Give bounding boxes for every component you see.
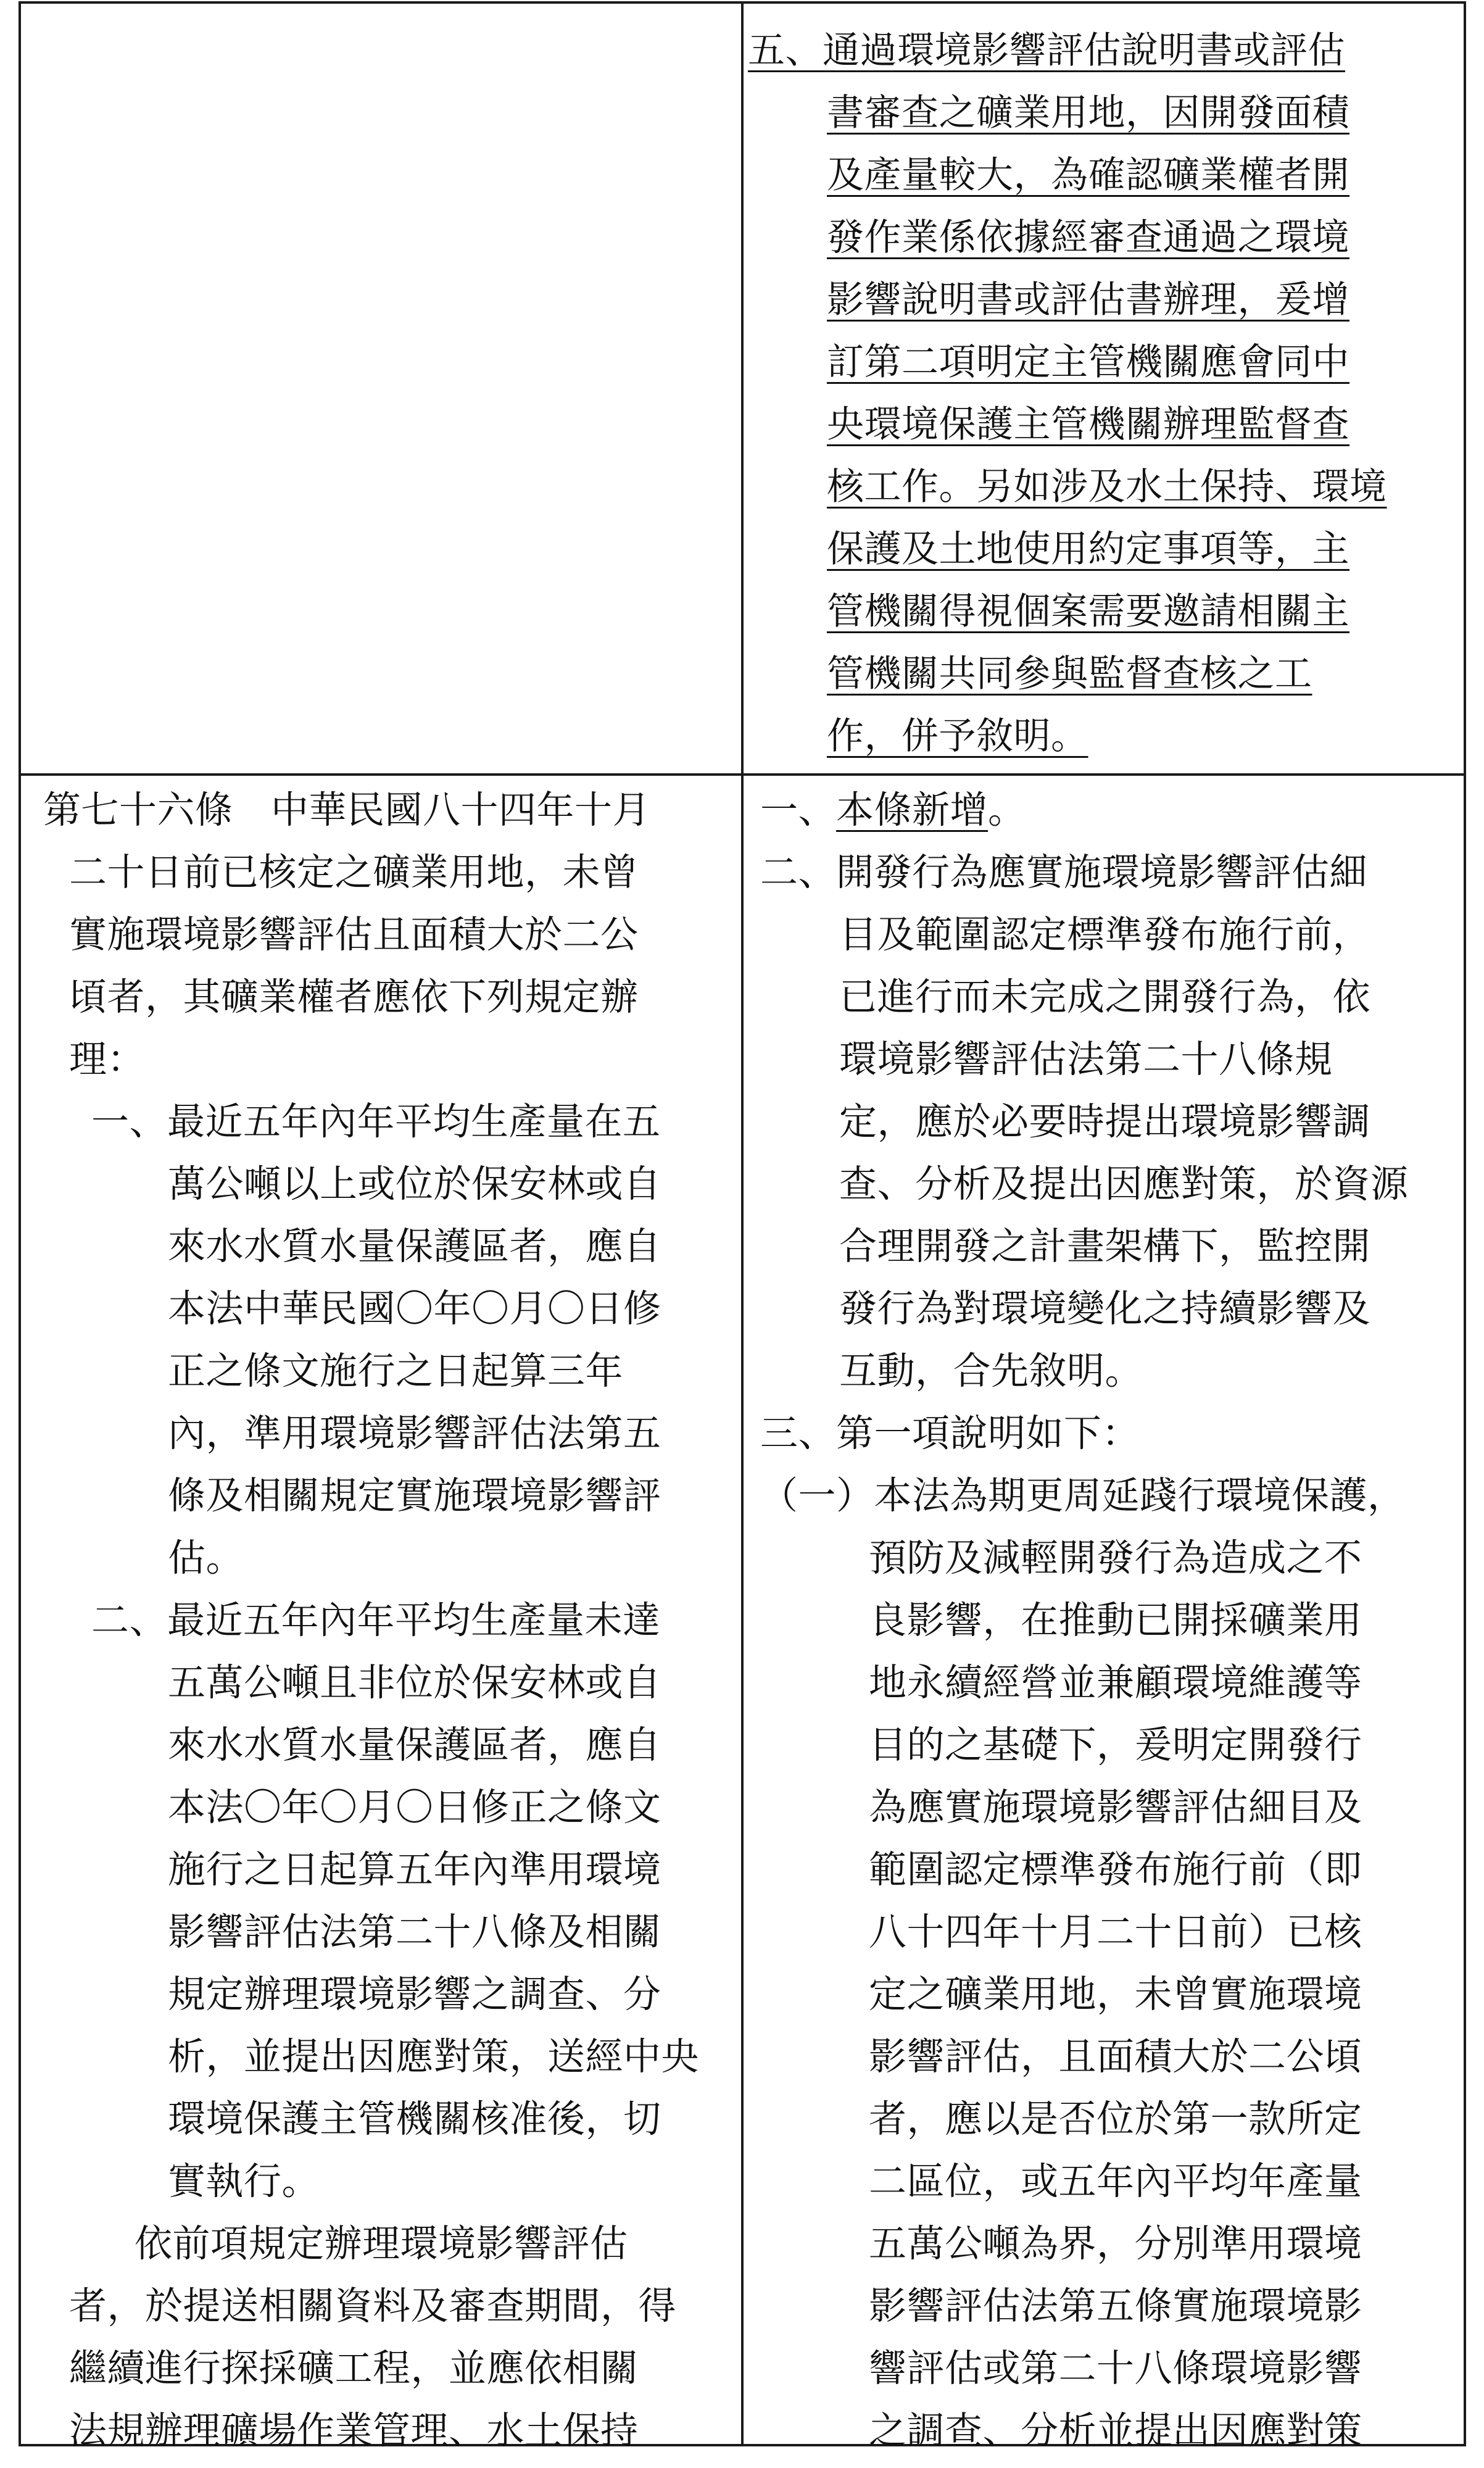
text-line: 目的之基礎下，爰明定開發行 bbox=[869, 1723, 1362, 1767]
text-line: 法規辦理礦場作業管理、水土保持 bbox=[69, 2409, 639, 2453]
text-line: 作，併予敘明。 bbox=[827, 715, 1088, 758]
text-line: 影響說明書或評估書辦理，爰增 bbox=[827, 278, 1349, 322]
text-line: 核工作。另如涉及水土保持、環境 bbox=[827, 465, 1387, 509]
text-line: 條及相關規定實施環境影響評 bbox=[168, 1474, 661, 1518]
text-line: 發作業係依據經審查通過之環境 bbox=[827, 216, 1349, 259]
text-line: 互動，合先敘明。 bbox=[839, 1349, 1143, 1393]
column-divider bbox=[741, 1, 744, 2446]
text-line: 理： bbox=[69, 1037, 146, 1081]
text-line: 二、開發行為應實施環境影響評估細 bbox=[760, 850, 1368, 894]
text-line: 影響評估法第五條實施環境影 bbox=[869, 2284, 1362, 2328]
text-line: （一）本法為期更周延踐行環境保護， bbox=[760, 1474, 1406, 1518]
text-line: 查、分析及提出因應對策，於資源 bbox=[839, 1162, 1409, 1206]
text-line: 合理開發之計畫架構下，監控開 bbox=[839, 1224, 1371, 1268]
text-line: 內，準用環境影響評估法第五 bbox=[168, 1411, 661, 1455]
text-line: 範圍認定標準發布施行前（即 bbox=[869, 1848, 1362, 1892]
text-line: 析，並提出因應對策，送經中央 bbox=[168, 2035, 700, 2079]
text-line: 之調查、分析並提出因應對策 bbox=[869, 2409, 1362, 2453]
text-line: 二、最近五年內年平均生產量未達 bbox=[91, 1598, 661, 1642]
text-line: 來水水質水量保護區者，應自 bbox=[168, 1723, 661, 1767]
text-line: 本法〇年〇月〇日修正之條文 bbox=[168, 1785, 661, 1829]
text-line: 良影響，在推動已開採礦業用 bbox=[869, 1598, 1362, 1642]
text-line: 八十四年十月二十日前）已核 bbox=[869, 1910, 1362, 1954]
text-line: 定之礦業用地，未曾實施環境 bbox=[869, 1972, 1362, 2016]
text-line: 萬公噸以上或位於保安林或自 bbox=[168, 1162, 661, 1206]
text-line: 預防及減輕開發行為造成之不 bbox=[869, 1536, 1362, 1580]
text-line: 管機關共同參與監督查核之工 bbox=[827, 652, 1312, 696]
text-line: 影響評估，且面積大於二公頃 bbox=[869, 2035, 1362, 2079]
text-line: 實執行。 bbox=[168, 2159, 320, 2203]
article-heading-line: 第七十六條 中華民國八十四年十月 bbox=[43, 788, 651, 832]
text-line: 目及範圍認定標準發布施行前， bbox=[839, 913, 1371, 957]
text-line: 實施環境影響評估且面積大於二公 bbox=[69, 913, 639, 957]
text-line: 一、本條新增。 bbox=[760, 788, 1026, 832]
article-76-text-cell bbox=[43, 779, 734, 2462]
text-line: 影響評估法第二十八條及相關 bbox=[168, 1910, 661, 1954]
text-line: 為應實施環境影響評估細目及 bbox=[869, 1785, 1362, 1829]
text-line: 定，應於必要時提出環境影響調 bbox=[839, 1100, 1371, 1144]
bottom-right-explanation-cell bbox=[760, 779, 1457, 2462]
text-line: 五、通過環境影響評估說明書或評估 bbox=[748, 29, 1345, 72]
text-line: 保護及土地使用約定事項等，主 bbox=[827, 528, 1349, 571]
new-article-note: 本條新增 bbox=[836, 788, 989, 832]
text-line: 正之條文施行之日起算三年 bbox=[168, 1349, 624, 1393]
text-line: 管機關得視個案需要邀請相關主 bbox=[827, 590, 1349, 633]
text-line: 二十日前已核定之礦業用地，未曾 bbox=[69, 850, 639, 894]
text-line: 央環境保護主管機關辦理監督查 bbox=[827, 403, 1349, 446]
text-line: 二區位，或五年內平均年產量 bbox=[869, 2159, 1362, 2203]
text-line: 及產量較大，為確認礦業權者開 bbox=[827, 154, 1349, 197]
text-line: 響評估或第二十八條環境影響 bbox=[869, 2346, 1362, 2390]
text-line: 書審查之礦業用地，因開發面積 bbox=[827, 91, 1349, 135]
text-line: 地永續經營並兼顧環境維護等 bbox=[869, 1661, 1362, 1705]
text-line: 環境影響評估法第二十八條規 bbox=[839, 1037, 1333, 1081]
text-line: 規定辦理環境影響之調查、分 bbox=[168, 1972, 661, 2016]
text-line: 訂第二項明定主管機關應會同中 bbox=[827, 341, 1349, 384]
text-line: 環境保護主管機關核准後，切 bbox=[168, 2097, 661, 2141]
text-line: 者，應以是否位於第一款所定 bbox=[869, 2097, 1362, 2141]
text-line: 一、最近五年內年平均生產量在五 bbox=[91, 1100, 661, 1144]
text-line: 者，於提送相關資料及審查期間，得 bbox=[69, 2284, 677, 2328]
text-line: 頃者，其礦業權者應依下列規定辦 bbox=[69, 975, 639, 1019]
text-line: 施行之日起算五年內準用環境 bbox=[168, 1848, 661, 1892]
text-line: 來水水質水量保護區者，應自 bbox=[168, 1224, 661, 1268]
text-line: 五萬公噸為界，分別準用環境 bbox=[869, 2222, 1362, 2266]
text-line: 本法中華民國〇年〇月〇日修 bbox=[168, 1287, 661, 1331]
text-line: 依前項規定辦理環境影響評估 bbox=[135, 2222, 628, 2266]
text-line: 已進行而未完成之開發行為，依 bbox=[839, 975, 1371, 1019]
text-line: 繼續進行探採礦工程，並應依相關 bbox=[69, 2346, 639, 2390]
top-right-explanation-cell bbox=[748, 20, 1457, 768]
text-line: 三、第一項說明如下： bbox=[760, 1411, 1140, 1455]
text-line: 估。 bbox=[168, 1536, 244, 1580]
text-line: 五萬公噸且非位於保安林或自 bbox=[168, 1661, 661, 1705]
text-line: 發行為對環境變化之持續影響及 bbox=[839, 1287, 1371, 1331]
